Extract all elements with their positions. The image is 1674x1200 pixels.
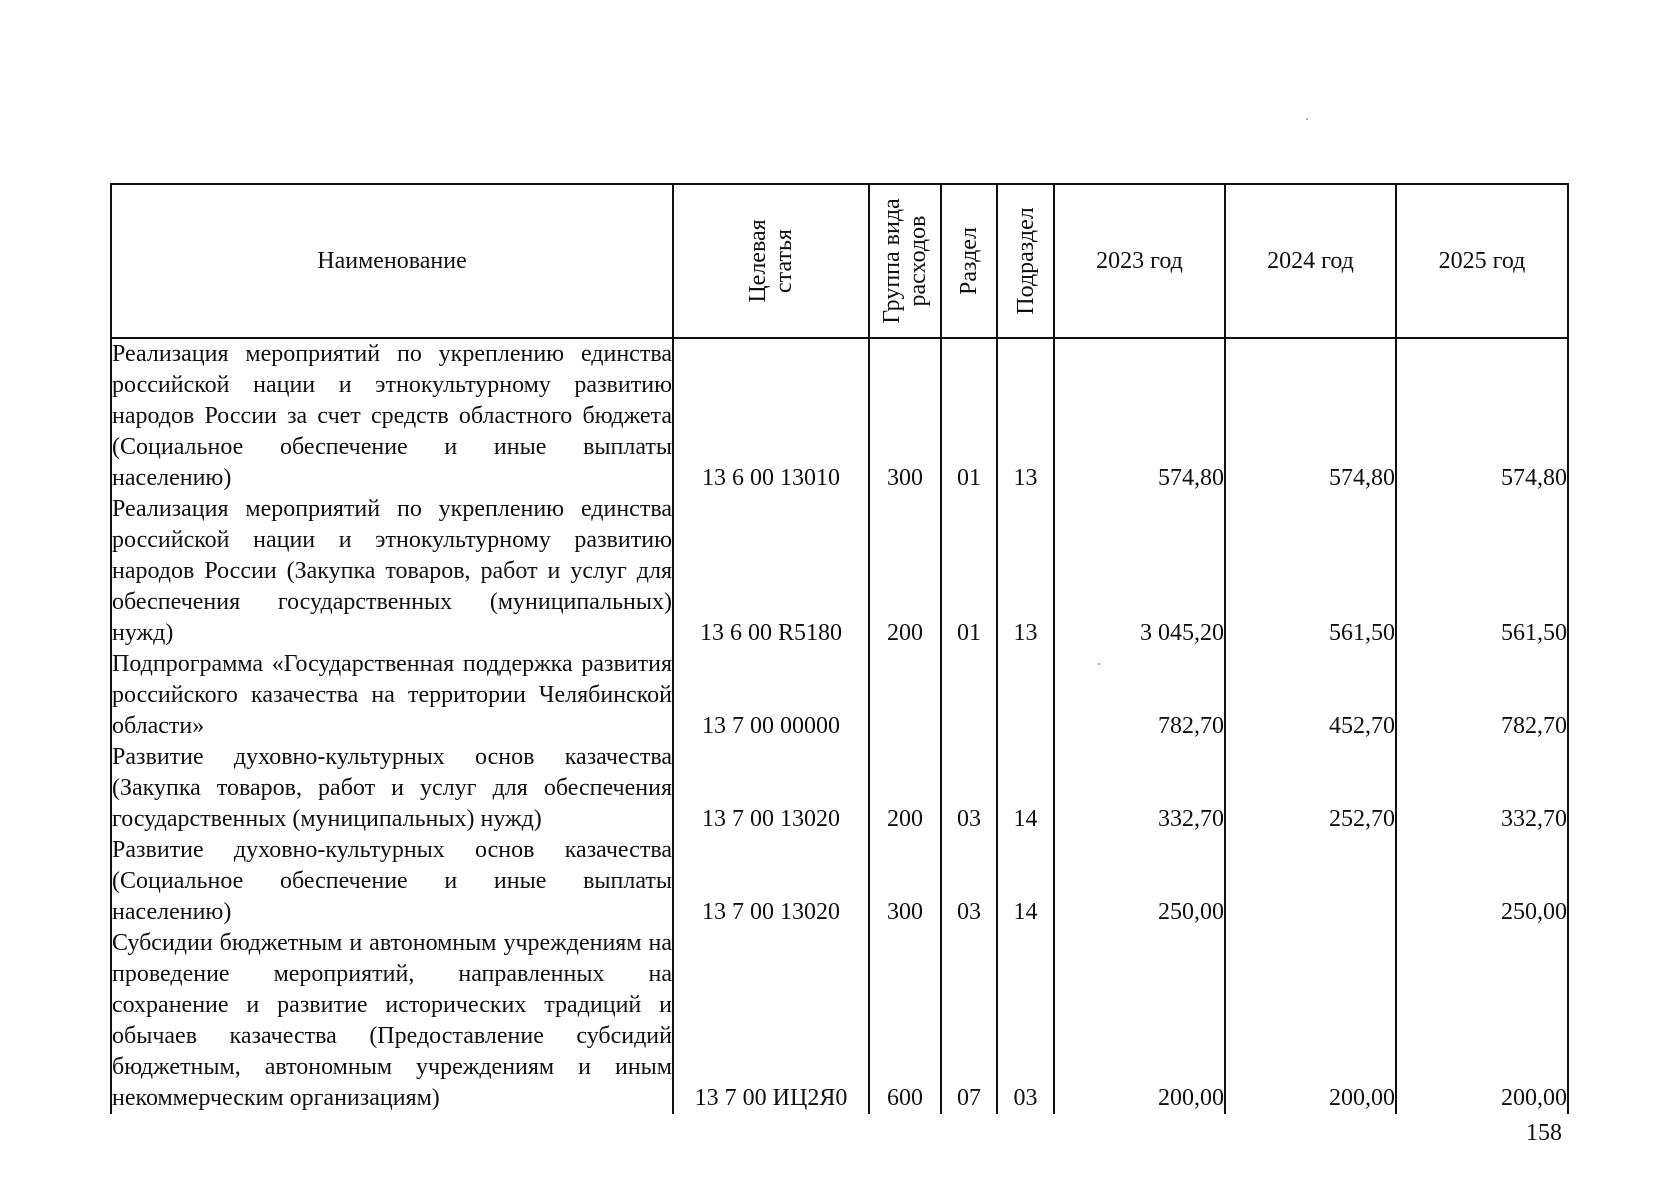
header-year-2025: 2025 год <box>1396 184 1568 338</box>
row-amount-2023: 250,00 <box>1054 835 1225 928</box>
header-name: Наименование <box>111 184 673 338</box>
row-amount-2023: 574,80 <box>1054 338 1225 494</box>
row-name: Развитие духовно-культурных основ казачества (Закупка товаров, работ и услуг для обеспечения государственных (муниципальных) нужд) <box>111 742 673 835</box>
row-amount-2023: 782,70 <box>1054 649 1225 742</box>
header-year-2024: 2024 год <box>1225 184 1396 338</box>
row-name: Реализация мероприятий по укреплению единства российской нации и этнокультурному развитию народов России (Закупка товаров, работ и услуг для обеспечения государственных (муниципальных) нужд) <box>111 494 673 649</box>
row-amount-2025: 332,70 <box>1396 742 1568 835</box>
table-row <box>111 338 1568 494</box>
row-target-article: 13 7 00 13020 <box>673 742 869 835</box>
row-expense-group: 300 <box>869 338 941 494</box>
row-amount-2024: 252,70 <box>1225 742 1396 835</box>
row-name: Развитие духовно-культурных основ казачества (Социальное обеспечение и иные выплаты населению) <box>111 835 673 928</box>
row-target-article: 13 6 00 13010 <box>673 338 869 494</box>
row-subsection <box>997 649 1054 742</box>
row-amount-2023: 200,00 <box>1054 928 1225 1114</box>
row-target-article: 13 7 00 13020 <box>673 835 869 928</box>
header-subsection: Подраздел <box>997 184 1054 338</box>
row-target-article: 13 7 00 ИЦ2Я0 <box>673 928 869 1114</box>
row-subsection: 03 <box>997 928 1054 1114</box>
row-section: 03 <box>941 835 997 928</box>
header-expense-group: Группа вида расходов <box>869 184 941 338</box>
page-number: 158 <box>1526 1120 1562 1146</box>
row-section: 03 <box>941 742 997 835</box>
header-target-article: Целевая статья <box>673 184 869 338</box>
row-subsection: 13 <box>997 494 1054 649</box>
header-section: Раздел <box>941 184 997 338</box>
budget-table <box>110 183 1569 1114</box>
row-section <box>941 649 997 742</box>
row-expense-group: 300 <box>869 835 941 928</box>
row-expense-group <box>869 649 941 742</box>
row-amount-2024: 200,00 <box>1225 928 1396 1114</box>
table-row <box>111 742 1568 835</box>
header-year-2023: 2023 год <box>1054 184 1225 338</box>
row-amount-2025: 250,00 <box>1396 835 1568 928</box>
row-subsection: 13 <box>997 338 1054 494</box>
table-header-row <box>111 184 1568 338</box>
row-amount-2024: 561,50 <box>1225 494 1396 649</box>
row-target-article: 13 7 00 00000 <box>673 649 869 742</box>
row-amount-2023: 332,70 <box>1054 742 1225 835</box>
row-amount-2025: 561,50 <box>1396 494 1568 649</box>
row-amount-2025: 782,70 <box>1396 649 1568 742</box>
row-amount-2024: 452,70 <box>1225 649 1396 742</box>
row-expense-group: 600 <box>869 928 941 1114</box>
row-name: Подпрограмма «Государственная поддержка развития российского казачества на территории Челябинской области» <box>111 649 673 742</box>
row-amount-2024 <box>1225 835 1396 928</box>
row-expense-group: 200 <box>869 742 941 835</box>
table-row <box>111 494 1568 649</box>
table-row <box>111 928 1568 1114</box>
row-amount-2023: 3 045,20 <box>1054 494 1225 649</box>
row-amount-2025: 574,80 <box>1396 338 1568 494</box>
row-section: 01 <box>941 338 997 494</box>
row-amount-2024: 574,80 <box>1225 338 1396 494</box>
row-section: 07 <box>941 928 997 1114</box>
row-subsection: 14 <box>997 742 1054 835</box>
row-section: 01 <box>941 494 997 649</box>
row-amount-2025: 200,00 <box>1396 928 1568 1114</box>
row-name: Реализация мероприятий по укреплению единства российской нации и этнокультурному развитию народов России за счет средств областного бюджета (Социальное обеспечение и иные выплаты населению) <box>111 338 673 494</box>
scan-speck <box>1306 118 1308 120</box>
row-target-article: 13 6 00 R5180 <box>673 494 869 649</box>
table-row <box>111 835 1568 928</box>
row-expense-group: 200 <box>869 494 941 649</box>
row-subsection: 14 <box>997 835 1054 928</box>
row-name: Субсидии бюджетным и автономным учреждениям на проведение мероприятий, направленных на сохранение и развитие исторических традиций и обычаев казачества (Предоставление субсидий бюджетным, автономным учреждениям и иным некоммерческим организациям) <box>111 928 673 1114</box>
table-row <box>111 649 1568 742</box>
